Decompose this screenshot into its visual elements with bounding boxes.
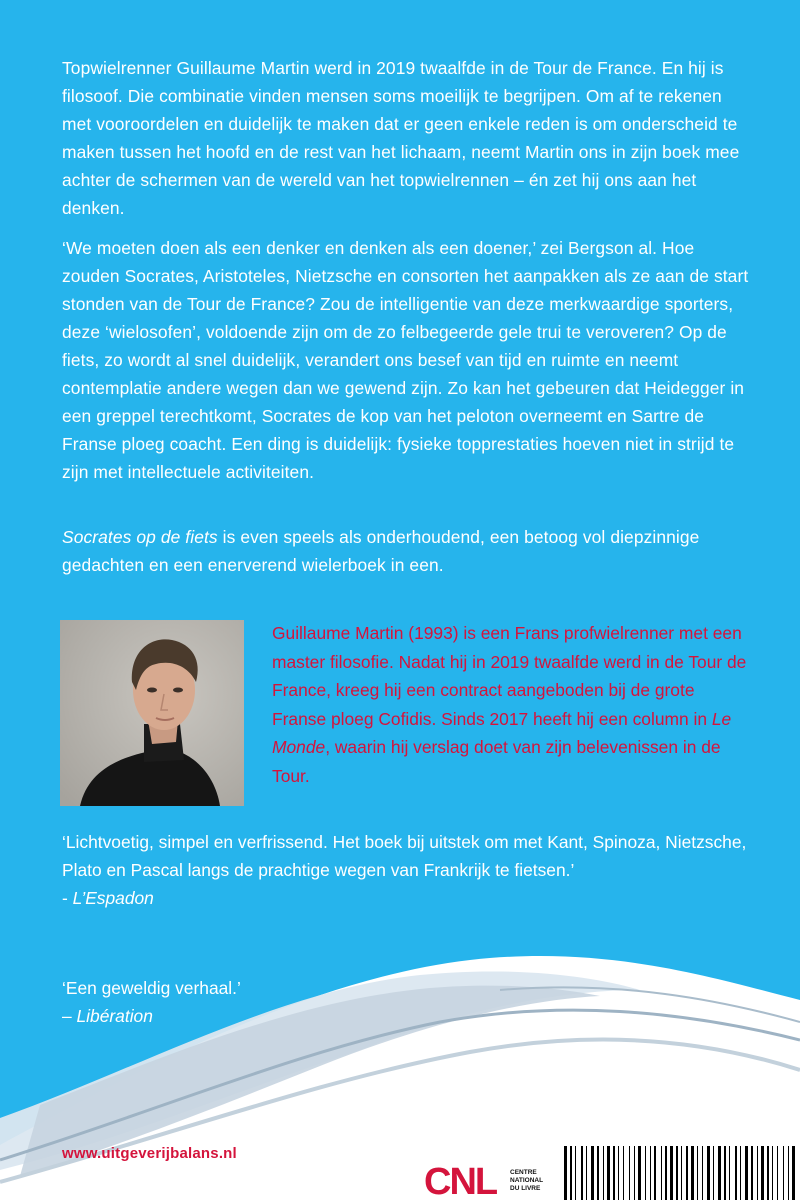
barcode-bar	[681, 1146, 682, 1200]
barcode-bar	[718, 1146, 721, 1200]
barcode-bar	[702, 1146, 703, 1200]
cnl-line-1: CENTRE	[510, 1169, 537, 1176]
barcode	[558, 1140, 800, 1200]
barcode-bar	[570, 1146, 572, 1200]
cnl-letters: CNL	[424, 1161, 497, 1200]
barcode-bar	[638, 1146, 641, 1200]
review-quote-2	[62, 974, 752, 1030]
barcode-bar	[777, 1146, 778, 1200]
barcode-bar	[629, 1146, 630, 1200]
barcode-bar	[713, 1146, 714, 1200]
intro-paragraph-3-text: is even speels als onderhoudend, een betoog vol diepzinnige gedachten en een enerverend wielerboek in een.	[62, 527, 700, 575]
barcode-bar	[686, 1146, 688, 1200]
author-bio	[272, 619, 752, 791]
barcode-bar	[586, 1146, 587, 1200]
book-title: Socrates op de fiets	[62, 527, 218, 547]
barcode-bar	[757, 1146, 758, 1200]
review-source: – Libération	[62, 1006, 153, 1026]
barcode-bar	[591, 1146, 594, 1200]
review-quote-1	[62, 828, 752, 912]
barcode-bar	[772, 1146, 773, 1200]
barcode-bar	[788, 1146, 789, 1200]
barcode-bar	[661, 1146, 662, 1200]
barcode-bar	[665, 1146, 667, 1200]
barcode-bar	[575, 1146, 576, 1200]
barcode-bar	[603, 1146, 604, 1200]
barcode-bar	[697, 1146, 698, 1200]
author-bio-newspaper: Le Monde	[272, 708, 732, 758]
barcode-bar	[735, 1146, 737, 1200]
author-photo	[60, 620, 244, 806]
barcode-bar	[792, 1146, 795, 1200]
barcode-bar	[740, 1146, 741, 1200]
barcode-bar	[724, 1146, 726, 1200]
barcode-bar	[607, 1146, 610, 1200]
barcode-bar	[623, 1146, 624, 1200]
review-source: - L’Espadon	[62, 888, 154, 908]
cnl-logo	[424, 1154, 544, 1200]
barcode-bar	[751, 1146, 753, 1200]
barcode-bar	[581, 1146, 583, 1200]
publisher-website: www.uitgeverijbalans.nl	[62, 1145, 237, 1162]
barcode-bar	[564, 1146, 567, 1200]
barcode-bar	[691, 1146, 694, 1200]
intro-paragraph-2: ‘We moeten doen als een denker en denken als een doener,’ zei Bergson al. Hoe zouden Socrates, Aristoteles, Nietzsche en consorten het aanpakken als ze aan de start stonden van de Tour de France? Zou de intelligentie van deze merkwaardige sporters, deze ‘wielosofen’, voldoende zijn om de zo felbegeerde gele trui te veroveren? Op de fiets, zo wordt al snel duidelijk, verandert ons besef van tijd en ruimte en neemt contemplatie andere wegen dan we gewend zijn. Zo kan het gebeuren dat Heidegger in een greppel terechtkomt, Socrates de kop van het peloton overneemt en Sartre de Franse ploeg coacht. Een ding is duidelijk: fysieke topprestaties hoeven niet in strijd te zijn met intellectuele activiteiten.	[62, 238, 749, 482]
barcode-bar	[654, 1146, 656, 1200]
cnl-line-3: DU LIVRE	[510, 1185, 541, 1192]
barcode-bar	[745, 1146, 748, 1200]
author-bio-text-1: Guillaume Martin (1993) is een Frans profwielrenner met een master filosofie. Nadat hij in 2019 twaalfde werd in de Tour de France, kreeg hij een contract aangeboden bij de grote Franse ploeg Cofidis. Sinds 2017 heeft hij een column in	[272, 623, 747, 729]
intro-paragraph-1: Topwielrenner Guillaume Martin werd in 2019 twaalfde in de Tour de France. En hij is filosoof. Die combinatie vinden mensen soms moeilijk te begrijpen. Om af te rekenen met vooroordelen en duidelijk te maken dat er geen enkele reden is om onderscheid te maken tussen het hoofd en de rest van het lichaam, neemt Martin ons in zijn boek mee achter de schermen van de wereld van het topwielrennen – én zet hij ons aan het denken.	[62, 58, 740, 218]
barcode-bar	[645, 1146, 646, 1200]
barcode-bar	[597, 1146, 599, 1200]
intro-paragraph-3	[62, 523, 752, 579]
barcode-bar	[634, 1146, 635, 1200]
barcode-bar	[729, 1146, 730, 1200]
barcode-bar	[783, 1146, 784, 1200]
barcode-bar	[707, 1146, 710, 1200]
cnl-line-2: NATIONAL	[510, 1177, 544, 1184]
author-portrait-image	[60, 620, 244, 806]
barcode-bar	[613, 1146, 615, 1200]
review-text: ‘Lichtvoetig, simpel en verfrissend. Het boek bij uitstek om met Kant, Spinoza, Nietzsche, Plato en Pascal langs de prachtige wegen van Frankrijk te fietsen.’	[62, 832, 747, 880]
barcode-bar	[670, 1146, 673, 1200]
barcode-bar	[761, 1146, 764, 1200]
author-bio-text-2: , waarin hij verslag doet van zijn belevenissen in de Tour.	[272, 737, 721, 786]
barcode-bar	[676, 1146, 678, 1200]
barcode-bar	[650, 1146, 651, 1200]
barcode-bar	[767, 1146, 769, 1200]
review-text: ‘Een geweldig verhaal.’	[62, 978, 241, 998]
barcode-bar	[618, 1146, 619, 1200]
